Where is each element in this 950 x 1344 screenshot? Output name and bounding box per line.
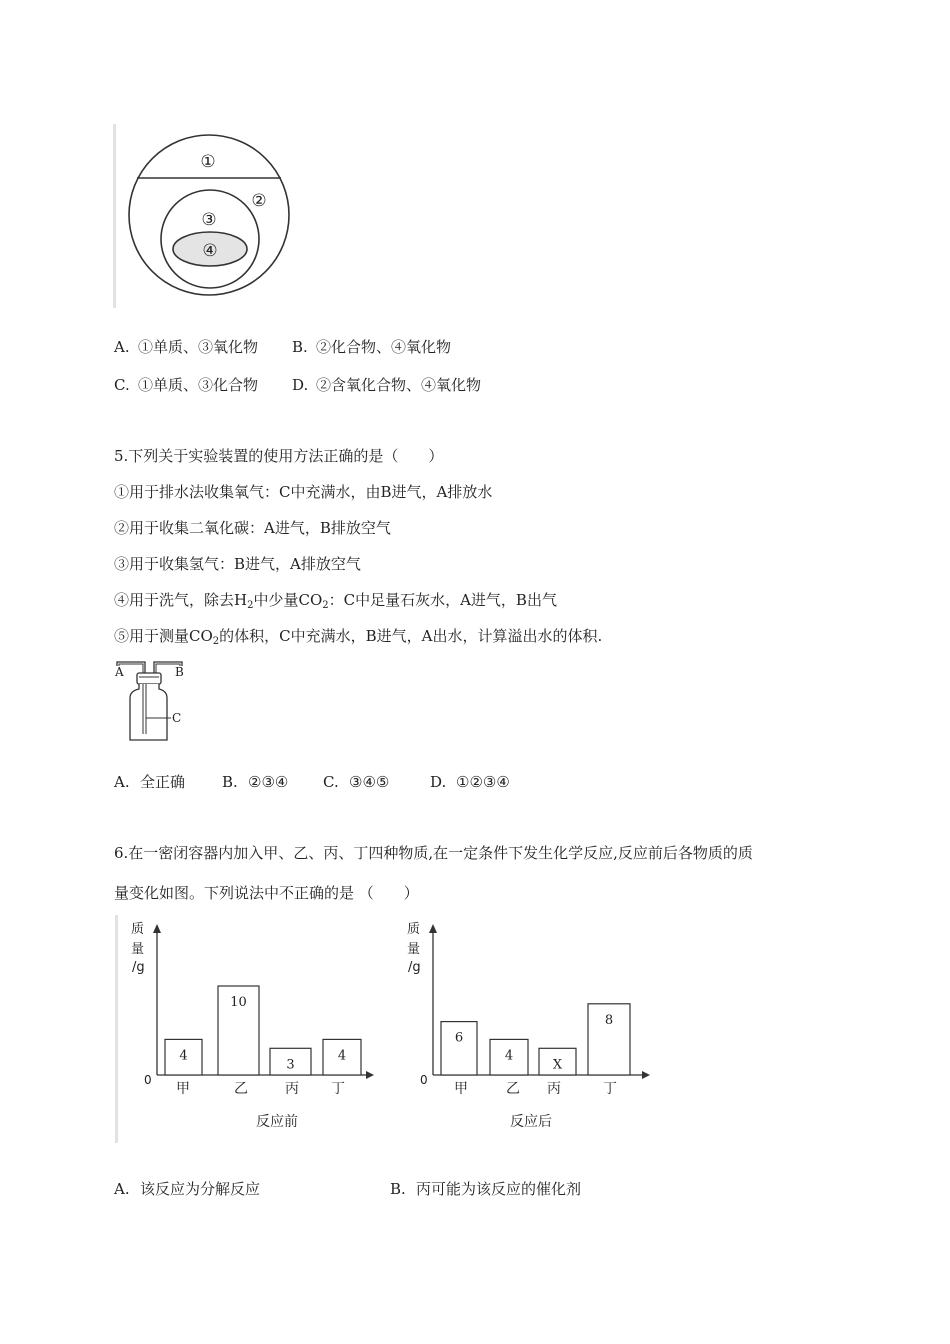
q4-option-c-text: ①单质、③化合物	[138, 376, 259, 394]
q5-item-1: ①用于排水法收集氧气：C中充满水，由B进气，A排放水	[114, 483, 493, 501]
q5-option-c-key: C.	[323, 773, 339, 791]
gas-washing-bottle-figure	[112, 658, 192, 744]
venn-label-1: ①	[200, 152, 216, 172]
q6-option-b-key: B.	[390, 1180, 406, 1198]
q5-stem: 5.下列关于实验装置的使用方法正确的是（ ）	[114, 447, 444, 465]
y-axis-label: 量	[131, 942, 145, 957]
y-axis-arrow	[429, 924, 437, 933]
q6-option-a-key: A.	[114, 1180, 130, 1198]
data-label: X	[552, 1057, 563, 1073]
q5-item-4-part-c: ：C中足量石灰水，A进气，B出气	[328, 591, 557, 609]
co2-subscript: 2	[322, 600, 329, 611]
figure-margin-bar	[113, 124, 116, 308]
data-label: 10	[230, 995, 247, 1010]
origin-label: 0	[420, 1073, 428, 1087]
x-axis-arrow	[642, 1071, 650, 1079]
data-label: 4	[337, 1048, 347, 1064]
bottle-body	[130, 684, 167, 740]
data-label: 4	[179, 1048, 188, 1064]
y-axis-label: 质	[131, 922, 145, 937]
mass-after-reaction-chart	[404, 915, 666, 1140]
category-tick-label: 丙	[285, 1081, 299, 1097]
q5-item-4-part-a: ④用于洗气，除去H	[114, 591, 248, 609]
q5-item-2: ②用于收集二氧化碳：A进气，B排放空气	[114, 519, 391, 537]
q6-option-a-text: 该反应为分解反应	[140, 1180, 261, 1198]
category-tick-label: 甲	[176, 1081, 190, 1097]
q6-stem-line-1: 6.在一密闭容器内加入甲、乙、丙、丁四种物质,在一定条件下发生化学反应,反应前后各物质的质	[114, 844, 753, 862]
q5-option-b-text: ②③④	[248, 773, 289, 791]
chart-title: 反应后	[510, 1114, 552, 1130]
data-label: 6	[454, 1030, 464, 1046]
x-axis-arrow	[366, 1071, 374, 1079]
venn-label-2: ②	[251, 191, 267, 211]
origin-label: 0	[144, 1073, 152, 1087]
q6-option-b-text: 丙可能为该反应的催化剂	[416, 1180, 582, 1198]
q4-option-b-text: ②化合物、④氧化物	[316, 338, 452, 356]
data-label: 8	[604, 1012, 614, 1028]
q4-option-b-key: B.	[292, 338, 308, 356]
y-axis-label: 质	[407, 922, 421, 937]
venn-label-4: ④	[202, 241, 218, 261]
y-axis-label: 量	[407, 942, 421, 957]
mass-before-reaction-chart	[128, 915, 390, 1140]
q5-item-4	[114, 590, 557, 616]
category-tick-label: 丙	[547, 1081, 561, 1097]
q5-option-c-text: ③④⑤	[349, 773, 390, 791]
y-axis-label: /g	[132, 960, 145, 975]
data-label: 4	[504, 1048, 514, 1064]
q5-option-b-key: B.	[222, 773, 238, 791]
q4-option-a-key: A.	[114, 338, 130, 356]
y-axis-arrow	[153, 924, 161, 933]
venn-label-3: ③	[201, 210, 217, 230]
q4-option-c-key: C.	[114, 376, 130, 394]
q5-item-4-part-b: 中少量CO	[253, 591, 323, 609]
y-axis-label: /g	[408, 960, 421, 975]
category-tick-label: 丁	[603, 1081, 617, 1097]
q4-option-a-text: ①单质、③氧化物	[138, 338, 259, 356]
q5-item-3: ③用于收集氢气：B进气，A排放空气	[114, 555, 361, 573]
data-label: 3	[286, 1057, 295, 1073]
classification-venn-diagram	[118, 122, 308, 310]
label-c: C	[172, 711, 182, 725]
q6-stem-line-2: 量变化如图。下列说法中不正确的是 （ ）	[114, 884, 419, 902]
bottle-stopper	[137, 673, 161, 684]
label-b: B	[175, 665, 184, 679]
co2-subscript: 2	[212, 636, 220, 647]
category-tick-label: 乙	[234, 1081, 248, 1097]
q5-item-5-part-a: ⑤用于测量CO	[114, 627, 213, 645]
category-tick-label: 甲	[454, 1081, 468, 1097]
category-tick-label: 乙	[506, 1081, 520, 1097]
figure-margin-bar	[115, 915, 118, 1143]
q5-option-a-text: 全正确	[140, 773, 186, 791]
q5-option-a-key: A.	[114, 773, 130, 791]
q5-item-5-part-b: 的体积，C中充满水，B进气，A出水，计算溢出水的体积.	[219, 627, 603, 645]
category-tick-label: 丁	[331, 1081, 345, 1097]
q4-option-d-key: D.	[292, 376, 309, 394]
q4-option-d-text: ②含氧化合物、④氧化物	[316, 376, 482, 394]
hydrogen-subscript: 2	[247, 600, 254, 611]
q5-option-d-key: D.	[430, 773, 447, 791]
label-a: A	[115, 665, 124, 679]
q5-option-d-text: ①②③④	[456, 773, 510, 791]
q5-item-5	[114, 626, 602, 652]
chart-title: 反应前	[256, 1114, 298, 1130]
